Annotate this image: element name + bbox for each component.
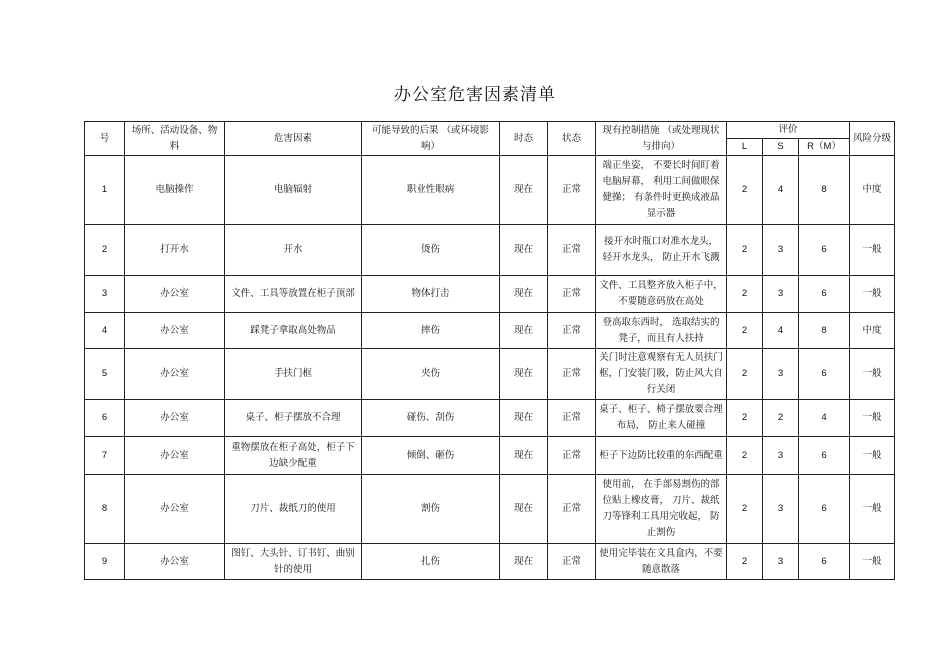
cell-hazard: 电脑辐射	[225, 156, 362, 225]
cell-place: 办公室	[125, 400, 225, 437]
cell-place: 打开水	[125, 225, 225, 276]
header-r: R（M）	[799, 139, 850, 156]
cell-s: 3	[763, 349, 799, 400]
cell-no: 8	[85, 475, 125, 544]
cell-place: 办公室	[125, 276, 225, 313]
cell-level: 一般	[850, 349, 895, 400]
cell-consequence: 烫伤	[362, 225, 500, 276]
cell-level: 一般	[850, 475, 895, 544]
cell-r: 6	[799, 475, 850, 544]
cell-l: 2	[727, 437, 763, 475]
cell-place: 办公室	[125, 544, 225, 580]
cell-hazard: 重物摆放在柜子高处，柜子下边缺少配重	[225, 437, 362, 475]
cell-hazard: 开水	[225, 225, 362, 276]
page-title: 办公室危害因素清单	[394, 85, 556, 105]
cell-r: 6	[799, 437, 850, 475]
cell-s: 3	[763, 225, 799, 276]
cell-place: 办公室	[125, 313, 225, 349]
cell-r: 6	[799, 225, 850, 276]
cell-no: 5	[85, 349, 125, 400]
cell-l: 2	[727, 475, 763, 544]
cell-r: 6	[799, 349, 850, 400]
cell-measures: 登高取东西时， 选取结实的凳子，而且有人扶持	[596, 313, 727, 349]
header-evaluation: 评价	[727, 122, 850, 139]
header-measures: 现有控制措施 （或处理现状与排向）	[596, 122, 727, 156]
cell-place: 电脑操作	[125, 156, 225, 225]
cell-tense: 现在	[500, 400, 548, 437]
cell-tense: 现在	[500, 225, 548, 276]
cell-s: 4	[763, 313, 799, 349]
header-consequence: 可能导致的后果 （或环境影响）	[362, 122, 500, 156]
cell-no: 2	[85, 225, 125, 276]
cell-level: 一般	[850, 276, 895, 313]
cell-tense: 现在	[500, 276, 548, 313]
cell-level: 一般	[850, 225, 895, 276]
cell-hazard: 刀片、裁纸刀的使用	[225, 475, 362, 544]
cell-hazard: 文件、工具等放置在柜子顶部	[225, 276, 362, 313]
cell-tense: 现在	[500, 544, 548, 580]
cell-hazard: 桌子、柜子摆放不合理	[225, 400, 362, 437]
cell-l: 2	[727, 225, 763, 276]
cell-tense: 现在	[500, 475, 548, 544]
cell-r: 8	[799, 156, 850, 225]
cell-state: 正常	[548, 276, 596, 313]
header-no: 号	[85, 122, 125, 156]
cell-l: 2	[727, 400, 763, 437]
cell-measures: 接开水时瓶口对准水龙头， 轻开水龙头， 防止开水飞溅	[596, 225, 727, 276]
cell-no: 3	[85, 276, 125, 313]
cell-state: 正常	[548, 156, 596, 225]
cell-r: 6	[799, 544, 850, 580]
cell-place: 办公室	[125, 349, 225, 400]
cell-consequence: 夹伤	[362, 349, 500, 400]
hazard-table	[84, 121, 895, 580]
table-row	[85, 437, 895, 475]
cell-r: 6	[799, 276, 850, 313]
header-place: 场所、活动设备、物料	[125, 122, 225, 156]
cell-state: 正常	[548, 313, 596, 349]
cell-place: 办公室	[125, 475, 225, 544]
cell-state: 正常	[548, 225, 596, 276]
table-row	[85, 349, 895, 400]
header-s: S	[763, 139, 799, 156]
table-row	[85, 225, 895, 276]
cell-measures: 桌子、柜子、椅子摆放要合理布局， 防止来人碰撞	[596, 400, 727, 437]
cell-consequence: 倾倒、砸伤	[362, 437, 500, 475]
cell-no: 9	[85, 544, 125, 580]
cell-level: 一般	[850, 400, 895, 437]
cell-consequence: 职业性眼病	[362, 156, 500, 225]
cell-s: 4	[763, 156, 799, 225]
table-row	[85, 276, 895, 313]
cell-consequence: 碰伤、刮伤	[362, 400, 500, 437]
cell-state: 正常	[548, 475, 596, 544]
cell-hazard: 手扶门框	[225, 349, 362, 400]
table-row	[85, 313, 895, 349]
cell-s: 3	[763, 437, 799, 475]
cell-measures: 使用完毕装在文具盒内，不要随意散落	[596, 544, 727, 580]
table-row	[85, 156, 895, 225]
cell-place: 办公室	[125, 437, 225, 475]
cell-measures: 文件、工具整齐放入柜子中，不要随意码放在高处	[596, 276, 727, 313]
cell-consequence: 割伤	[362, 475, 500, 544]
cell-s: 3	[763, 475, 799, 544]
header-tense: 时态	[500, 122, 548, 156]
header-level: 风险分级	[850, 122, 895, 156]
cell-state: 正常	[548, 400, 596, 437]
table-body	[85, 156, 895, 580]
cell-level: 中度	[850, 156, 895, 225]
cell-tense: 现在	[500, 437, 548, 475]
cell-l: 2	[727, 313, 763, 349]
cell-consequence: 物体打击	[362, 276, 500, 313]
cell-consequence: 扎伤	[362, 544, 500, 580]
cell-measures: 柜子下边防比较重的东西配重	[596, 437, 727, 475]
cell-s: 2	[763, 400, 799, 437]
cell-s: 3	[763, 276, 799, 313]
table-row	[85, 544, 895, 580]
table-row	[85, 475, 895, 544]
cell-l: 2	[727, 544, 763, 580]
cell-r: 4	[799, 400, 850, 437]
cell-l: 2	[727, 349, 763, 400]
cell-s: 3	[763, 544, 799, 580]
cell-state: 正常	[548, 349, 596, 400]
cell-no: 4	[85, 313, 125, 349]
cell-no: 6	[85, 400, 125, 437]
cell-hazard: 踩凳子拿取高处物品	[225, 313, 362, 349]
cell-tense: 现在	[500, 156, 548, 225]
cell-tense: 现在	[500, 313, 548, 349]
cell-state: 正常	[548, 544, 596, 580]
cell-level: 一般	[850, 544, 895, 580]
cell-no: 1	[85, 156, 125, 225]
header-l: L	[727, 139, 763, 156]
table-row	[85, 400, 895, 437]
cell-l: 2	[727, 156, 763, 225]
cell-consequence: 摔伤	[362, 313, 500, 349]
cell-level: 中度	[850, 313, 895, 349]
cell-measures: 端正坐姿， 不要长时间盯着电脑屏幕， 利用工间做眼保健操； 有条件时更换成液晶显示器	[596, 156, 727, 225]
cell-l: 2	[727, 276, 763, 313]
cell-tense: 现在	[500, 349, 548, 400]
cell-measures: 使用前， 在手部易割伤的部位贴上橡皮膏， 刀片、裁纸刀等锋利工具用完收起， 防止割伤	[596, 475, 727, 544]
cell-measures: 关门时注意观察有无人员扶门框，门安装门吸，防止风大自行关闭	[596, 349, 727, 400]
header-hazard: 危害因素	[225, 122, 362, 156]
header-state: 状态	[548, 122, 596, 156]
cell-hazard: 图钉、大头针、订书钉、曲别针的使用	[225, 544, 362, 580]
cell-no: 7	[85, 437, 125, 475]
cell-r: 8	[799, 313, 850, 349]
cell-state: 正常	[548, 437, 596, 475]
cell-level: 一般	[850, 437, 895, 475]
